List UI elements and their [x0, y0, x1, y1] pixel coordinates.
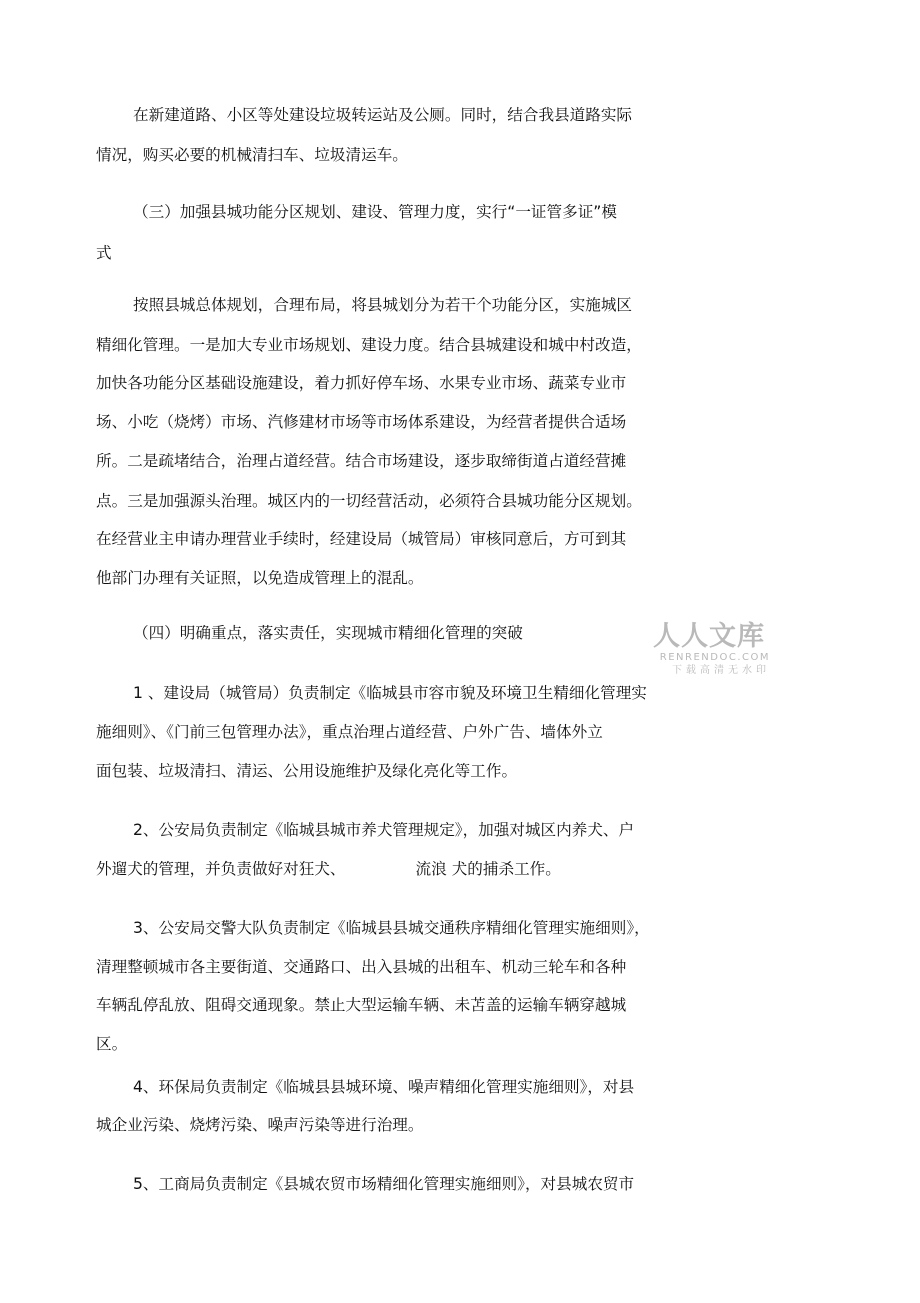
- paragraph-line: 精细化管理。一是加大专业市场规划、建设力度。结合县城建设和城中村改造，: [96, 336, 642, 354]
- paragraph-line: 情况，购买必要的机械清扫车、垃圾清运车。: [96, 146, 408, 164]
- section-heading-4: （四）明确重点，落实责任，实现城市精细化管理的突破: [133, 624, 523, 642]
- paragraph-line: 他部门办理有关证照，以免造成管理上的混乱。: [96, 569, 424, 587]
- paragraph-line: 场、小吃（烧烤）市场、汽修建材市场等市场体系建设，为经营者提供合适场: [96, 413, 627, 431]
- list-item-5: 5、工商局负责制定《县城农贸市场精细化管理实施细则》，对县城农贸市: [133, 1175, 635, 1193]
- paragraph-line: 点。三是加强源头治理。城区内的一切经营活动，必须符合县城功能分区规划。: [96, 492, 642, 510]
- list-item-4: 4、环保局负责制定《临城县县城环境、噪声精细化管理实施细则》，对县: [133, 1078, 635, 1096]
- list-item-1-cont: 施细则》、《门前三包管理办法》，重点治理占道经营、户外广告、墙体外立: [96, 723, 603, 741]
- list-item-1: 1 、建设局（城管局）负责制定《临城县市容市貌及环境卫生精细化管理实: [133, 684, 647, 702]
- list-item-2: 2、公安局负责制定《临城县城市养犬管理规定》，加强对城区内养犬、户: [133, 821, 635, 839]
- paragraph-line: 所。二是疏堵结合，治理占道经营。结合市场建设，逐步取缔街道占道经营摊: [96, 452, 627, 470]
- list-item-2-cont: [96, 858, 561, 880]
- list-item-3-cont: 车辆乱停乱放、阻碍交通现象。禁止大型运输车辆、未苫盖的运输车辆穿越城: [96, 996, 627, 1014]
- watermark-slogan: 下载高清无水印: [672, 665, 770, 676]
- paragraph-line: 在经营业主申请办理营业手续时，经建设局（城管局）审核同意后，方可到其: [96, 530, 627, 548]
- watermark-site: RENRENDOC.COM: [659, 652, 770, 663]
- watermark-title: 人人文库: [653, 621, 765, 652]
- list-item-3-cont: 清理整顿城市各主要街道、交通路口、出入县城的出租车、机动三轮车和各种: [96, 958, 627, 976]
- list-item-3-cont: 区。: [96, 1035, 128, 1053]
- paragraph-line: 按照县城总体规划，合理布局，将县城划分为若干个功能分区，实施城区: [133, 296, 633, 314]
- list-item-4-cont: 城企业污染、烧烤污染、噪声污染等进行治理。: [96, 1116, 424, 1134]
- list-item-1-cont: 面包装、垃圾清扫、清运、公用设施维护及绿化亮化等工作。: [96, 762, 518, 780]
- dog-line-part3: 犬的捕杀工作。: [451, 860, 561, 878]
- paragraph-line: 在新建道路、小区等处建设垃圾转运站及公厕。同时，结合我县道路实际: [133, 106, 633, 124]
- section-heading-3-cont: 式: [96, 244, 112, 262]
- dog-line-part1: 外遛犬的管理，并负责做好对狂犬、: [96, 860, 346, 878]
- dog-line-part2: 流浪: [415, 860, 447, 878]
- watermark-logo: [648, 622, 770, 677]
- list-item-3: 3、公安局交警大队负责制定《临城县县城交通秩序精细化管理实施细则》，: [133, 919, 650, 937]
- section-heading-3: （三）加强县城功能分区规划、建设、管理力度，实行“一证管多证”模: [133, 203, 617, 221]
- paragraph-line: 加快各功能分区基础设施建设，着力抓好停车场、水果专业市场、蔬菜专业市: [96, 374, 627, 392]
